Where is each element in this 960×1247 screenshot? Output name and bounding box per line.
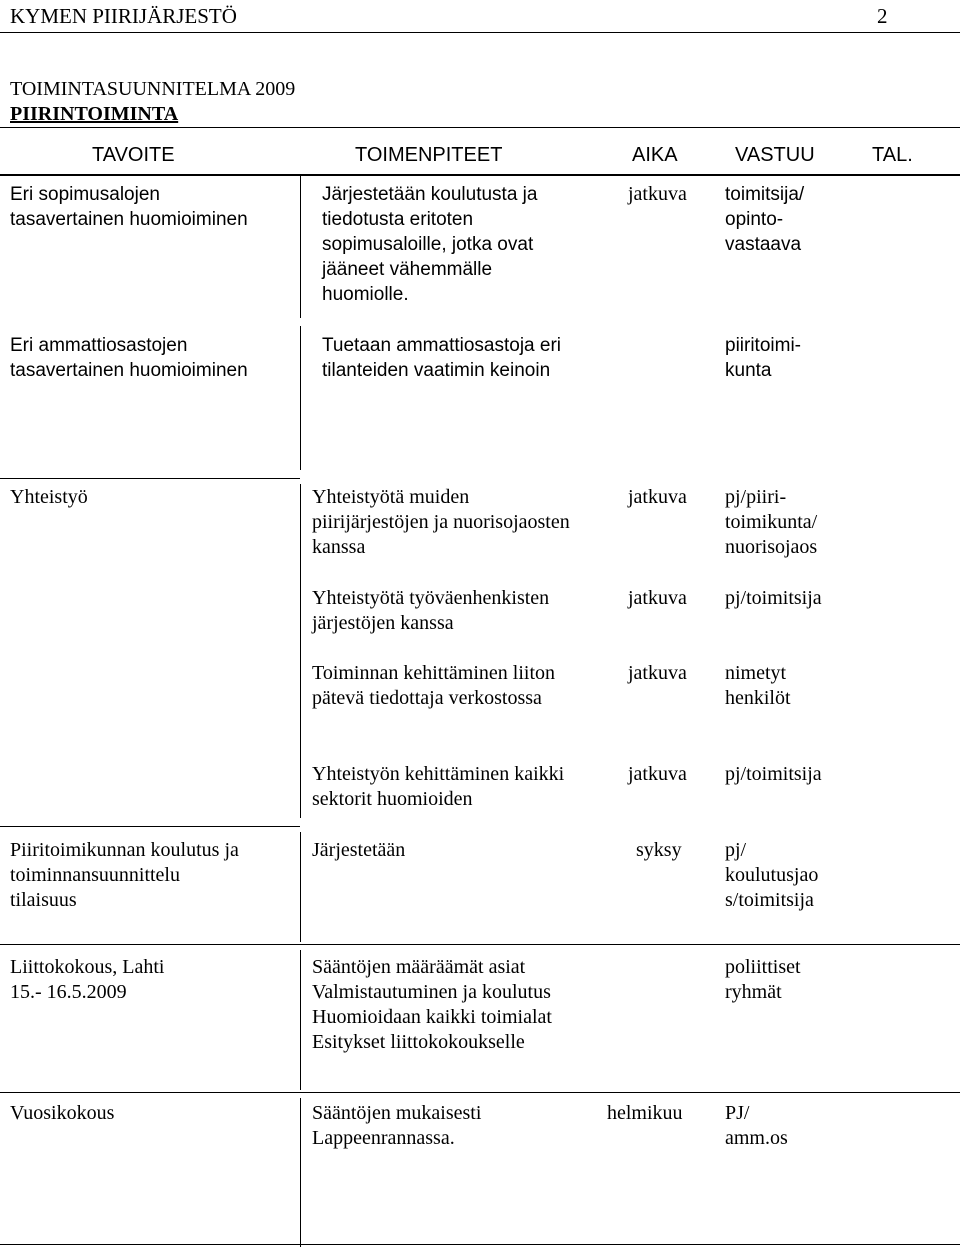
row3-item3-action: Toiminnan kehittäminen liiton pätevä tiedottaja verkostossa <box>312 662 556 709</box>
row3-item4-responsible: pj/toimitsija <box>725 763 822 785</box>
row4-goal: Piiritoimikunnan koulutus ja toiminnansuunnittelu tilaisuus <box>10 839 239 911</box>
row3-item2-responsible: pj/toimitsija <box>725 587 822 609</box>
col-divider-r2 <box>300 326 301 470</box>
col-header-budget: TAL. <box>872 144 913 166</box>
plan-title: TOIMINTASUUNNITELMA 2009 <box>10 78 296 100</box>
row3-item2-action: Yhteistyötä työväenhenkisten järjestöjen kanssa <box>312 587 550 634</box>
col-divider-r4 <box>300 832 301 942</box>
row1-goal: Eri sopimusalojen tasavertainen huomioiminen <box>10 184 248 230</box>
row3-item1-time: jatkuva <box>628 486 687 508</box>
row4-action: Järjestetään <box>312 839 406 861</box>
row-rule-3 <box>0 944 960 945</box>
col-divider-r1 <box>300 174 301 318</box>
col-divider-r3 <box>300 484 301 818</box>
row3-goal: Yhteistyö <box>10 486 88 508</box>
col-header-goal: TAVOITE <box>92 144 175 166</box>
section-title: PIIRINTOIMINTA <box>10 103 179 125</box>
row5-action: Sääntöjen määräämät asiat Valmistautuminen ja koulutus Huomioidaan kaikki toimialat Esitykset liittokokoukselle <box>312 956 552 1053</box>
row1-action: Järjestetään koulutusta ja tiedotusta eritoten sopimusaloille, jotka ovat jääneet vähemmälle huomiolle. <box>322 184 538 305</box>
col-header-responsible: VASTUU <box>735 144 815 166</box>
row3-item4-time: jatkuva <box>628 763 687 785</box>
row-rule-1 <box>0 478 300 479</box>
row3-item3-responsible: nimetyt henkilöt <box>725 662 791 709</box>
row5-responsible: poliittiset ryhmät <box>725 956 801 1003</box>
col-divider-r5 <box>300 950 301 1090</box>
row6-goal: Vuosikokous <box>10 1102 115 1124</box>
header-row-rule <box>0 174 960 176</box>
row-rule-5 <box>0 1244 960 1245</box>
row3-item2-time: jatkuva <box>628 587 687 609</box>
row4-responsible: pj/ koulutusjao s/toimitsija <box>725 839 819 911</box>
row6-responsible: PJ/ amm.os <box>725 1102 788 1149</box>
row3-item3-time: jatkuva <box>628 662 687 684</box>
row6-time: helmikuu <box>607 1102 683 1124</box>
page-number: 2 <box>877 4 888 28</box>
row-rule-4 <box>0 1092 960 1093</box>
row2-responsible: piiritoimi- kunta <box>725 335 801 381</box>
header-rule <box>0 32 960 33</box>
col-header-time: AIKA <box>632 144 678 166</box>
row3-item1-responsible: pj/piiri- toimikunta/ nuorisojaos <box>725 486 818 558</box>
row2-goal: Eri ammattiosastojen tasavertainen huomioiminen <box>10 335 248 381</box>
row3-item4-action: Yhteistyön kehittäminen kaikki sektorit huomioiden <box>312 763 565 810</box>
row6-action: Sääntöjen mukaisesti Lappeenrannassa. <box>312 1102 482 1149</box>
col-header-actions: TOIMENPITEET <box>355 144 503 166</box>
row1-time: jatkuva <box>628 183 687 205</box>
row5-goal: Liittokokous, Lahti 15.- 16.5.2009 <box>10 956 165 1003</box>
row2-action: Tuetaan ammattiosastoja eri tilanteiden vaatimin keinoin <box>322 335 562 381</box>
row3-item1-action: Yhteistyötä muiden piirijärjestöjen ja nuorisojaosten kanssa <box>312 486 570 558</box>
org-name: KYMEN PIIRIJÄRJESTÖ <box>10 4 237 28</box>
table-top-rule <box>0 127 960 128</box>
col-divider-r6 <box>300 1098 301 1247</box>
row1-responsible: toimitsija/ opinto- vastaava <box>725 184 805 255</box>
row-rule-2 <box>0 826 300 827</box>
row4-time: syksy <box>636 839 682 861</box>
